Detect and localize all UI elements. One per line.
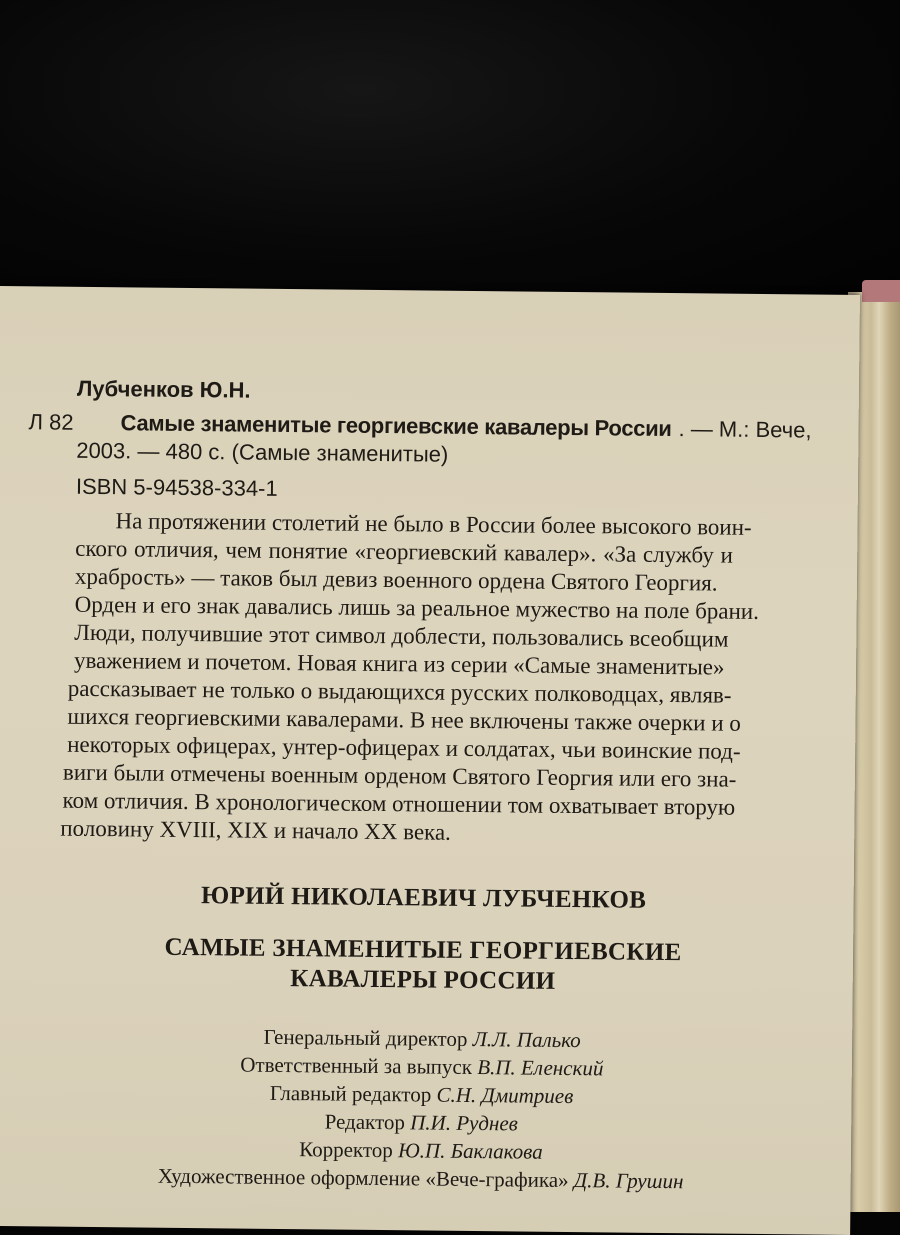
credit-name: П.И. Руднев xyxy=(410,1110,518,1136)
card-imprint-2: 2003. — 480 с. (Самые знаменитые) xyxy=(76,437,449,467)
cover-edge xyxy=(862,280,900,302)
card-author: Лубченков Ю.Н. xyxy=(76,375,251,403)
card-isbn: ISBN 5-94538-334-1 xyxy=(75,473,278,501)
credit-name: В.П. Еленский xyxy=(477,1055,604,1081)
book-title-line-1: САМЫЕ ЗНАМЕНИТЫЕ ГЕОРГИЕВСКИЕ xyxy=(164,933,682,967)
credit-role: Генеральный директор xyxy=(263,1024,468,1051)
book-title-line-2: КАВАЛЕРЫ РОССИИ xyxy=(290,965,556,995)
card-imprint: . — М.: Вече, xyxy=(678,416,812,443)
credit-name: Ю.П. Баклакова xyxy=(397,1138,543,1164)
annotation-line: виги были отмечены военным орденом Святого Георгия или его зна- xyxy=(62,759,737,792)
annotation-line: уважением и почетом. Новая книга из серии «Самые знаменитые» xyxy=(73,647,725,680)
dark-background xyxy=(0,0,900,300)
annotation-line: некоторых офицерах, унтер-офицерах и солдатах, чьи воинские под- xyxy=(67,731,741,764)
annotation-line: Орден и его знак давались лишь за реальное мужество на поле брани. xyxy=(74,591,760,624)
annotation-line: рассказывает не только о выдающихся русских полководцах, являв- xyxy=(67,675,732,708)
credit-role: Корректор xyxy=(299,1137,393,1163)
annotation-line: ского отличия, чем понятие «георгиевский кавалер». «За службу и xyxy=(75,535,733,568)
annotation-line: Люди, получившие этот символ доблести, пользовались всеобщим xyxy=(74,619,729,652)
annotation-line: храбрость» — таков был девиз военного ордена Святого Георгия. xyxy=(74,563,718,596)
credit-name: Д.В. Грушин xyxy=(573,1168,684,1194)
annotation-line: шихся георгиевскими кавалерами. В нее включены также очерки и о xyxy=(67,703,741,736)
annotation-line: половину XVIII, XIX и начало XX века. xyxy=(60,815,452,845)
credit-role: Ответственный за выпуск xyxy=(240,1052,473,1079)
book-page xyxy=(0,286,860,1235)
card-code: Л 82 xyxy=(28,409,74,435)
credit-name: Л.Л. Палько xyxy=(472,1026,581,1053)
credit-name: С.Н. Дмитриев xyxy=(436,1082,574,1109)
author-full-name: ЮРИЙ НИКОЛАЕВИЧ ЛУБЧЕНКОВ xyxy=(200,882,647,914)
credit-role: Художественное оформление «Вече-графика» xyxy=(157,1163,569,1193)
credit-role: Главный редактор xyxy=(269,1080,432,1107)
credit-role: Редактор xyxy=(324,1109,406,1135)
annotation-line: На протяжении столетий не было в России более высокого воин- xyxy=(115,508,752,540)
card-title: Самые знаменитые георгиевские кавалеры России xyxy=(120,410,672,442)
annotation-line: ком отличия. В хронологическом отношении том охватывает вторую xyxy=(62,787,736,820)
